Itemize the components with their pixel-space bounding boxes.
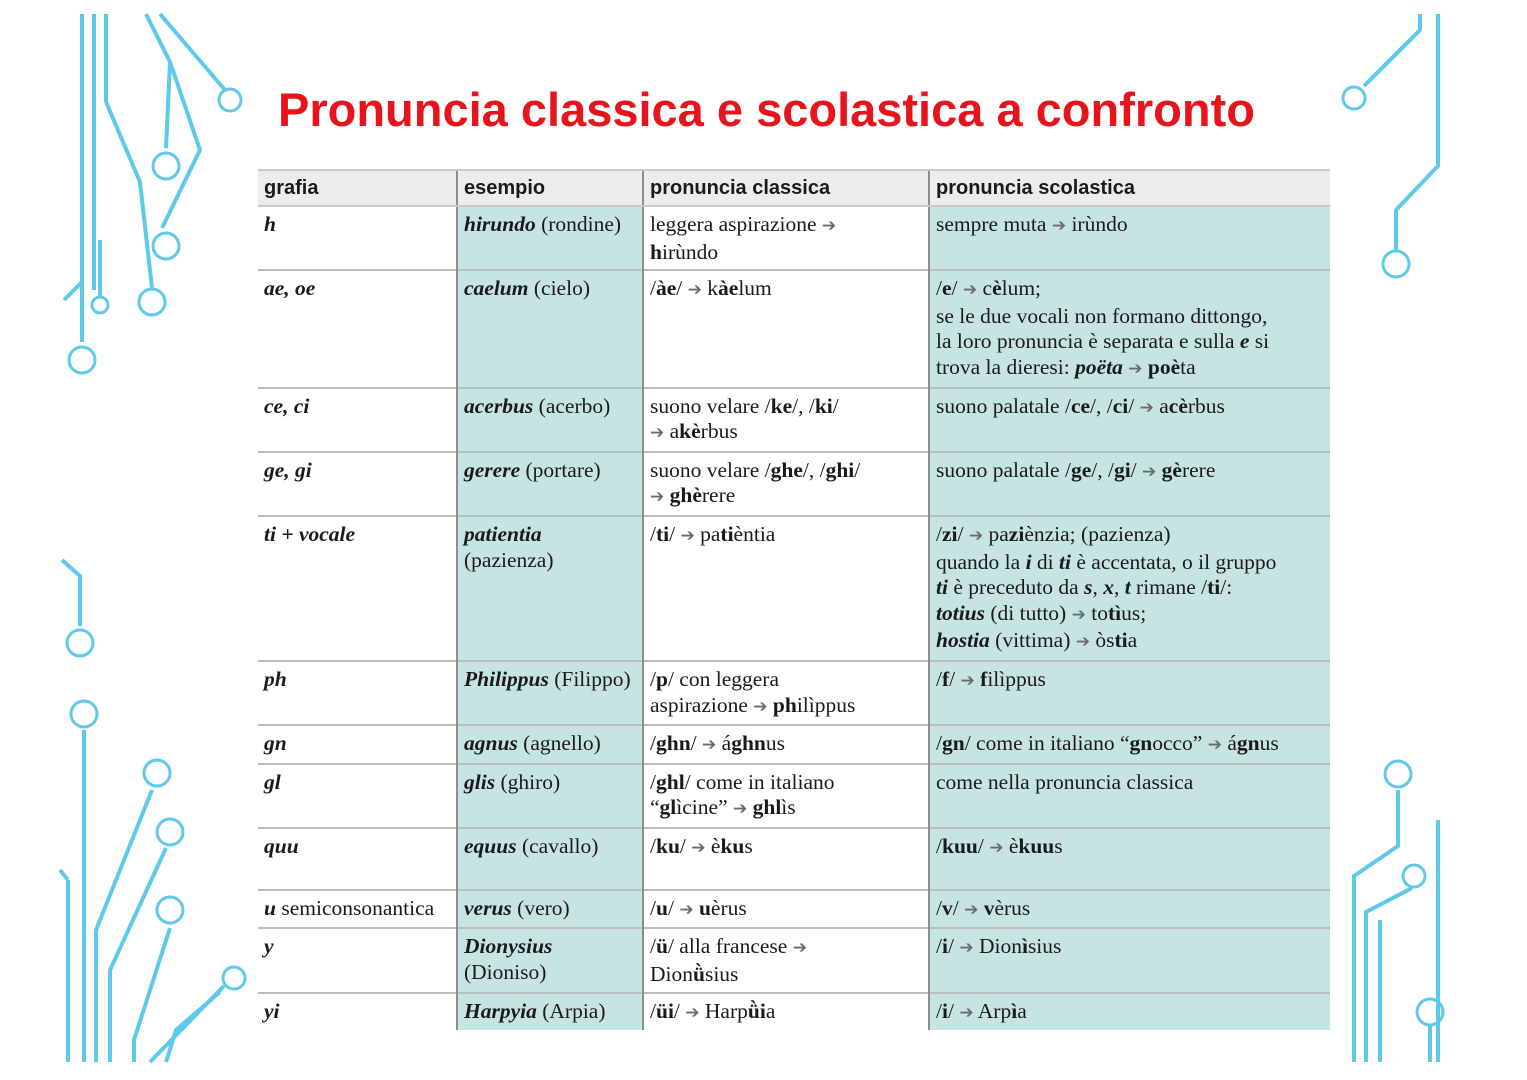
table-row <box>258 828 1330 890</box>
cell-grafia: ae, oe <box>258 270 457 387</box>
header-grafia: grafia <box>258 170 457 206</box>
table-row <box>258 764 1330 828</box>
table-row <box>258 890 1330 929</box>
cell-esempio: agnus (agnello) <box>457 725 643 764</box>
cell-pronuncia-classica: /u/ ➔ uèrus <box>643 890 929 929</box>
cell-pronuncia-classica: /ghn/ ➔ ághnus <box>643 725 929 764</box>
table-row <box>258 993 1330 1031</box>
cell-grafia: ce, ci <box>258 388 457 452</box>
cell-pronuncia-scolastica: /e/ ➔ cèlum; se le due vocali non formano dittongo, la loro pronuncia è separata e sulla e si trova la dieresi: poëta ➔ poèta <box>929 270 1330 387</box>
page-title: Pronuncia classica e scolastica a confronto <box>278 83 1255 136</box>
table-row <box>258 270 1330 387</box>
table-row <box>258 206 1330 270</box>
header-pronuncia-classica: pronuncia classica <box>643 170 929 206</box>
cell-pronuncia-classica: leggera aspirazione ➔ hirùndo <box>643 206 929 270</box>
cell-pronuncia-scolastica: /i/ ➔ Arpìa <box>929 993 1330 1031</box>
cell-esempio: Philippus (Filippo) <box>457 661 643 725</box>
cell-grafia: quu <box>258 828 457 890</box>
cell-pronuncia-scolastica: suono palatale /ge/, /gi/ ➔ gèrere <box>929 452 1330 516</box>
cell-esempio: hirundo (rondine) <box>457 206 643 270</box>
cell-grafia: yi <box>258 993 457 1031</box>
cell-grafia: u semiconsonantica <box>258 890 457 929</box>
cell-pronuncia-classica: /üi/ ➔ Harpǜia <box>643 993 929 1031</box>
cell-grafia: h <box>258 206 457 270</box>
table-row <box>258 725 1330 764</box>
table-row <box>258 928 1330 992</box>
cell-esempio: patientia (pazienza) <box>457 516 643 661</box>
table-row <box>258 661 1330 725</box>
cell-pronuncia-classica: /àe/ ➔ kàelum <box>643 270 929 387</box>
cell-pronuncia-classica: /ü/ alla francese ➔ Dionǜsius <box>643 928 929 992</box>
cell-pronuncia-scolastica: /f/ ➔ filìppus <box>929 661 1330 725</box>
table-row <box>258 516 1330 661</box>
cell-grafia: ge, gi <box>258 452 457 516</box>
cell-pronuncia-scolastica: /v/ ➔ vèrus <box>929 890 1330 929</box>
header-pronuncia-scolastica: pronuncia scolastica <box>929 170 1330 206</box>
cell-pronuncia-classica: /p/ con leggera aspirazione ➔ philìppus <box>643 661 929 725</box>
cell-esempio: caelum (cielo) <box>457 270 643 387</box>
cell-pronuncia-scolastica: sempre muta ➔ irùndo <box>929 206 1330 270</box>
cell-pronuncia-classica: /ku/ ➔ èkus <box>643 828 929 890</box>
table-header-row <box>258 170 1330 206</box>
cell-grafia: ti + vocale <box>258 516 457 661</box>
cell-pronuncia-scolastica: /gn/ come in italiano “gnocco” ➔ ágnus <box>929 725 1330 764</box>
header-esempio: esempio <box>457 170 643 206</box>
cell-esempio: gerere (portare) <box>457 452 643 516</box>
cell-pronuncia-classica: /ti/ ➔ patièntia <box>643 516 929 661</box>
cell-esempio: Harpyia (Arpia) <box>457 993 643 1031</box>
pronunciation-table <box>258 169 1330 1030</box>
cell-pronuncia-scolastica: suono palatale /ce/, /ci/ ➔ acèrbus <box>929 388 1330 452</box>
cell-esempio: Dionysius (Dioniso) <box>457 928 643 992</box>
cell-pronuncia-classica: /ghl/ come in italiano “glìcine” ➔ ghlìs <box>643 764 929 828</box>
cell-esempio: acerbus (acerbo) <box>457 388 643 452</box>
cell-grafia: y <box>258 928 457 992</box>
cell-grafia: gl <box>258 764 457 828</box>
table-row <box>258 452 1330 516</box>
cell-pronuncia-scolastica: come nella pronuncia classica <box>929 764 1330 828</box>
cell-esempio: equus (cavallo) <box>457 828 643 890</box>
cell-grafia: gn <box>258 725 457 764</box>
table-row <box>258 388 1330 452</box>
cell-grafia: ph <box>258 661 457 725</box>
cell-pronuncia-classica: suono velare /ke/, /ki/ ➔ akèrbus <box>643 388 929 452</box>
cell-pronuncia-scolastica: /i/ ➔ Dionìsius <box>929 928 1330 992</box>
cell-pronuncia-scolastica: /zi/ ➔ paziènzia; (pazienza) quando la i di ti è accentata, o il gruppo ti è preceduto da s, x, t rimane /ti/: totius (di tutto) ➔ totìus; hostia (vittima) ➔ òstia <box>929 516 1330 661</box>
cell-esempio: verus (vero) <box>457 890 643 929</box>
cell-pronuncia-classica: suono velare /ghe/, /ghi/ ➔ ghèrere <box>643 452 929 516</box>
cell-esempio: glis (ghiro) <box>457 764 643 828</box>
cell-pronuncia-scolastica: /kuu/ ➔ èkuus <box>929 828 1330 890</box>
